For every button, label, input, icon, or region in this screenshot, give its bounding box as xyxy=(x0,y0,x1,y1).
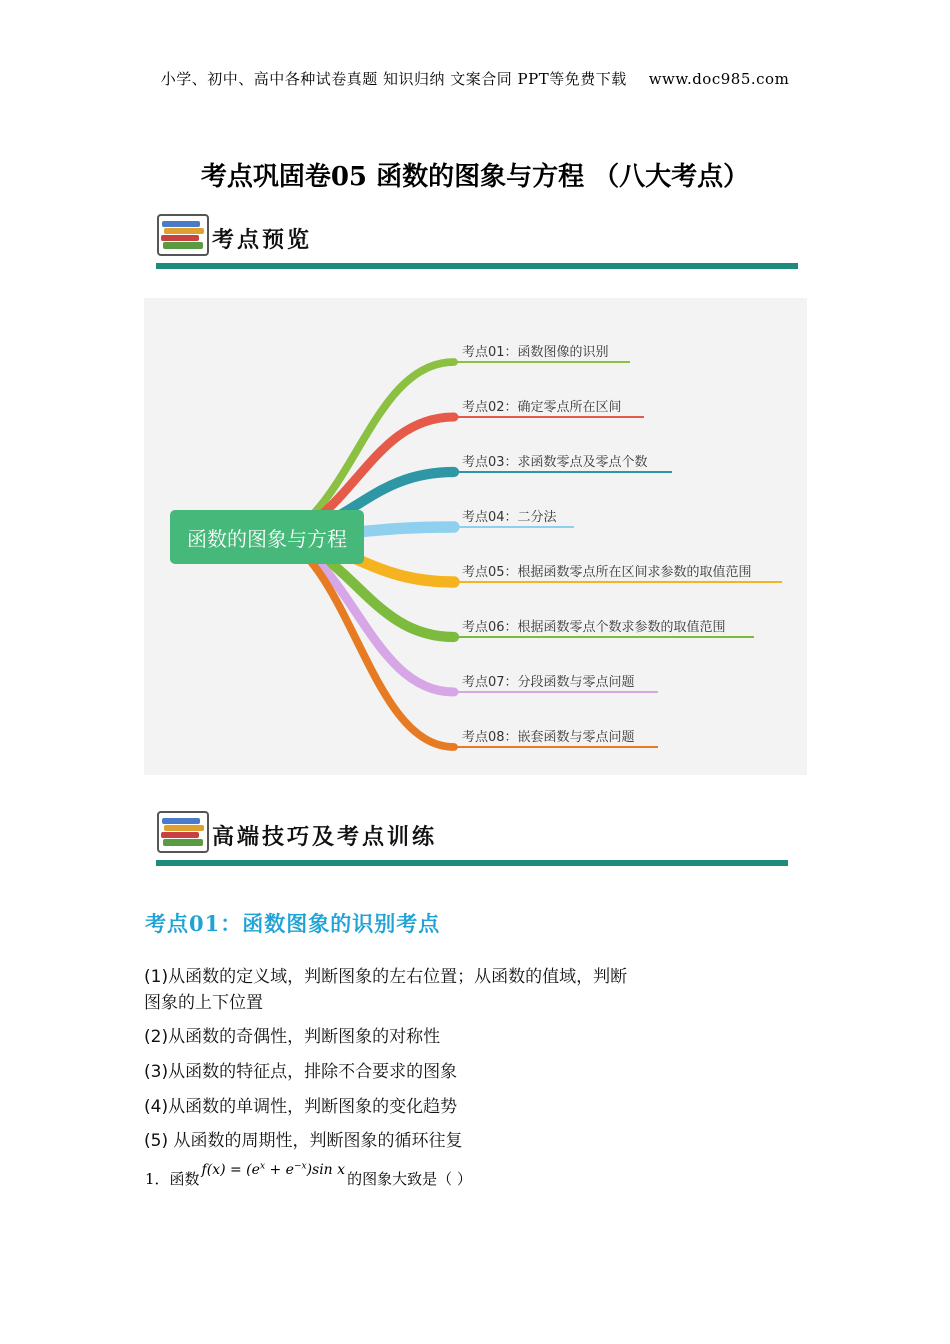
tip-item: (3)从函数的特征点，排除不合要求的图象 xyxy=(144,1062,458,1082)
section-banner-preview xyxy=(156,213,798,269)
mindmap-branch-label: 考点03：求函数零点及零点个数 xyxy=(462,455,648,470)
tip-item: (2)从函数的奇偶性，判断图象的对称性 xyxy=(144,1027,441,1047)
section-title-training: 高端技巧及考点训练 xyxy=(212,824,438,850)
mindmap-branch-label: 考点08：嵌套函数与零点问题 xyxy=(462,730,635,745)
tip-item: (1)从函数的定义域，判断图象的左右位置；从函数的值域，判断 xyxy=(144,967,628,987)
mindmap-branch-label: 考点01：函数图像的识别 xyxy=(462,345,609,360)
section-rule xyxy=(156,263,798,269)
books-icon xyxy=(156,213,210,257)
mindmap-branch-label: 考点07：分段函数与零点问题 xyxy=(462,675,635,690)
mindmap-branch-label: 考点02：确定零点所在区间 xyxy=(462,400,622,415)
mindmap-branch-label: 考点05：根据函数零点所在区间求参数的取值范围 xyxy=(462,565,752,580)
question-1 xyxy=(145,1161,472,1189)
question-formula: $f(x) = (e^x + e^{-x})\sin$ x xyxy=(201,1161,346,1178)
document-title: 考点巩固卷05 函数的图象与方程 （八大考点） xyxy=(200,162,750,192)
books-icon xyxy=(156,810,210,854)
question-suffix: 的图象大致是（ ） xyxy=(347,1170,472,1188)
question-number: 1．函数 xyxy=(145,1170,200,1188)
mindmap-root-node: 函数的图象与方程 xyxy=(170,510,364,564)
tip-item: (5) 从函数的周期性，判断图象的循环往复 xyxy=(144,1131,463,1151)
section-title-preview: 考点预览 xyxy=(212,227,313,253)
section-rule xyxy=(156,860,788,866)
header-site[interactable]: www.doc985.com xyxy=(648,70,790,88)
page-header xyxy=(0,68,950,89)
tip-item: 图象的上下位置 xyxy=(144,993,263,1013)
kp01-heading: 考点01：函数图象的识别考点 xyxy=(145,911,441,936)
mindmap-branch-label: 考点04：二分法 xyxy=(462,510,557,525)
tip-item: (4)从函数的单调性，判断图象的变化趋势 xyxy=(144,1097,458,1117)
section-banner-training xyxy=(156,810,788,866)
mindmap-branch-label: 考点06：根据函数零点个数求参数的取值范围 xyxy=(462,620,726,635)
mindmap xyxy=(144,298,807,775)
header-tagline: 小学、初中、高中各种试卷真题 知识归纳 文案合同 PPT等免费下载 xyxy=(160,70,627,88)
